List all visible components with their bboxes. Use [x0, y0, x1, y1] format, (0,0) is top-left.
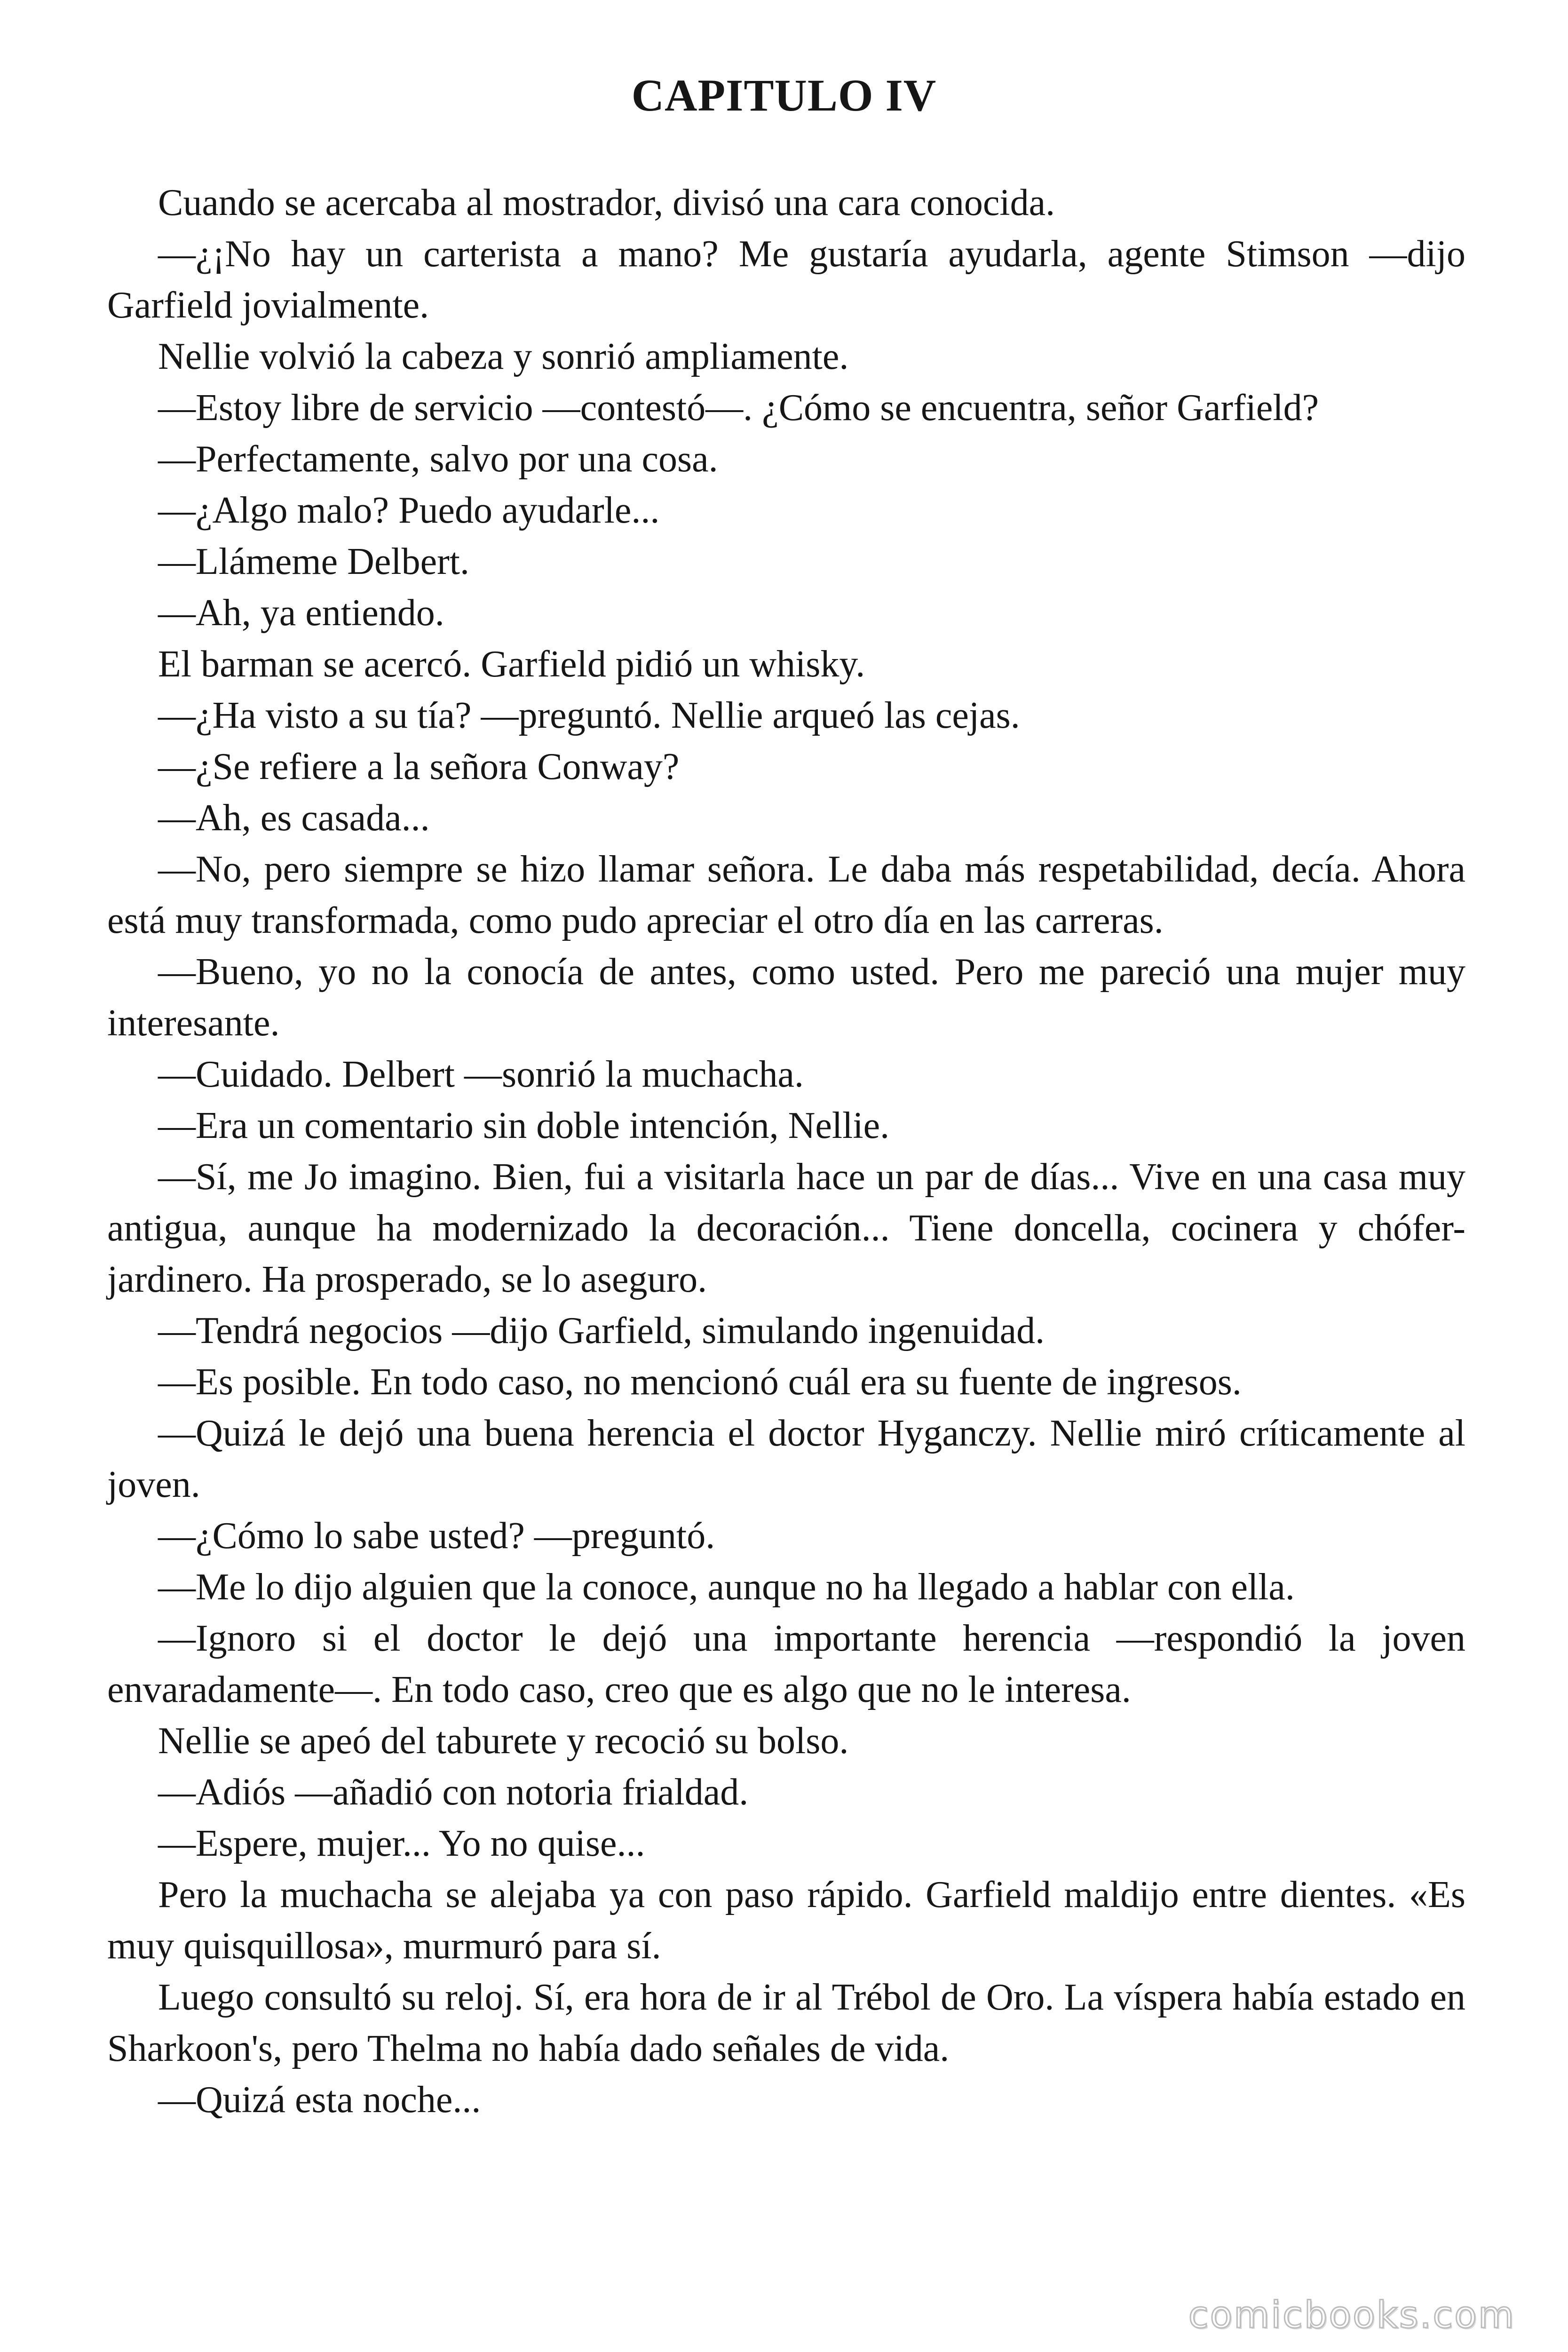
- site-watermark: comicbooks.com: [1188, 2294, 1515, 2336]
- paragraph: —Ah, ya entiendo.: [158, 592, 444, 634]
- paragraph: —Cuidado. Delbert —sonrió la muchacha.: [158, 1054, 804, 1095]
- paragraph: —Era un comentario sin doble intención, Nellie.: [158, 1105, 890, 1146]
- paragraph: —Ah, es casada...: [158, 797, 430, 839]
- chapter-body: [107, 177, 1465, 2126]
- paragraph: Nellie se apeó del taburete y recoció su bolso.: [158, 1720, 849, 1762]
- paragraph: —Sí, me Jo imagino. Bien, fui a visitarla hace un par de días... Vive en una casa muy antigua, aunque ha modernizado la decoración... Tiene doncella, cocinera y chófer-jardinero. Ha prosperado, se lo aseguro.: [107, 1156, 1465, 1300]
- paragraph: —Quizá esta noche...: [158, 2079, 481, 2121]
- paragraph: —Es posible. En todo caso, no mencionó cuál era su fuente de ingresos.: [158, 1361, 1242, 1403]
- paragraph: —Adiós —añadió con notoria frialdad.: [158, 1772, 749, 1813]
- paragraph: —Ignoro si el doctor le dejó una importante herencia —respondió la joven envaradamente—. En todo caso, creo que es algo que no le interesa.: [107, 1618, 1465, 1710]
- paragraph: —Bueno, yo no la conocía de antes, como usted. Pero me pareció una mujer muy interesante.: [107, 951, 1465, 1044]
- paragraph: —¿Algo malo? Puedo ayudarle...: [158, 490, 660, 531]
- paragraph: —¿¡No hay un carterista a mano? Me gustaría ayudarla, agente Stimson —dijo Garfield jovialmente.: [107, 233, 1465, 326]
- paragraph: —Me lo dijo alguien que la conoce, aunque no ha llegado a hablar con ella.: [158, 1566, 1295, 1608]
- paragraph: El barman se acercó. Garfield pidió un whisky.: [158, 644, 865, 685]
- paragraph: Pero la muchacha se alejaba ya con paso rápido. Garfield maldijo entre dientes. «Es muy quisquillosa», murmuró para sí.: [107, 1874, 1465, 1967]
- paragraph: —¿Cómo lo sabe usted? —preguntó.: [158, 1515, 715, 1557]
- paragraph: —Llámeme Delbert.: [158, 541, 469, 582]
- paragraph: —Tendrá negocios —dijo Garfield, simulando ingenuidad.: [158, 1310, 1045, 1351]
- paragraph: Luego consultó su reloj. Sí, era hora de ir al Trébol de Oro. La víspera había estado en Sharkoon's, pero Thelma no había dado señales de vida.: [107, 1977, 1465, 2069]
- chapter-title: CAPITULO IV: [631, 70, 937, 120]
- paragraph: —¿Se refiere a la señora Conway?: [158, 746, 680, 787]
- paragraph: —¿Ha visto a su tía? —preguntó. Nellie arqueó las cejas.: [158, 695, 1020, 736]
- paragraph: —Estoy libre de servicio —contestó—. ¿Cómo se encuentra, señor Garfield?: [158, 387, 1319, 429]
- paragraph: —Quizá le dejó una buena herencia el doctor Hyganczy. Nellie miró críticamente al joven.: [107, 1413, 1465, 1505]
- paragraph: —Espere, mujer... Yo no quise...: [158, 1823, 645, 1864]
- paragraph: —No, pero siempre se hizo llamar señora. Le daba más respetabilidad, decía. Ahora está muy transformada, como pudo apreciar el otro día en las carreras.: [107, 849, 1465, 941]
- paragraph: Cuando se acercaba al mostrador, divisó una cara conocida.: [158, 182, 1055, 223]
- paragraph: Nellie volvió la cabeza y sonrió ampliamente.: [158, 336, 849, 377]
- paragraph: —Perfectamente, salvo por una cosa.: [158, 438, 718, 480]
